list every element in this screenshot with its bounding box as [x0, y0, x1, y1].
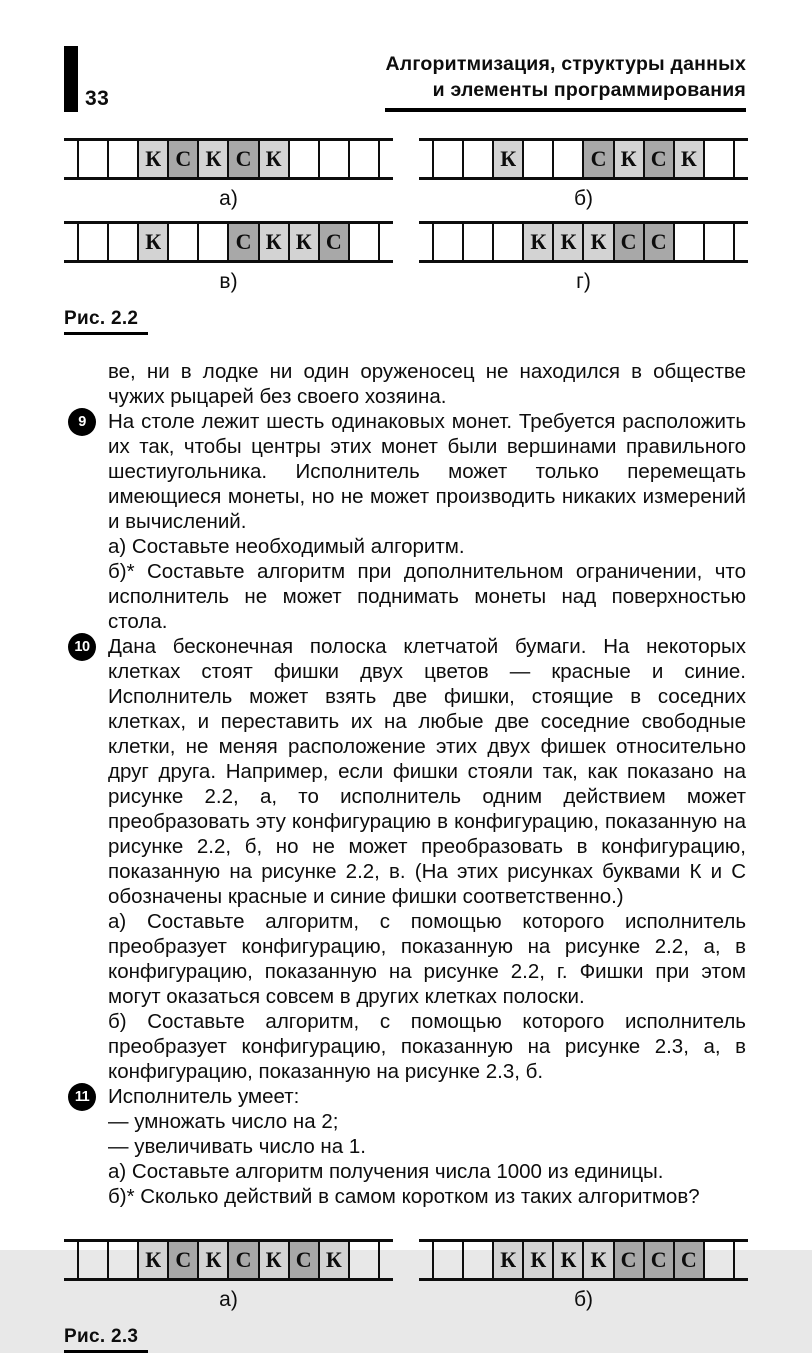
tape-cell-empty	[552, 141, 582, 177]
tape-cell-red-chip: К	[582, 224, 612, 260]
strip-label-2-2-a: а)	[219, 187, 238, 210]
problem-11-bullet-2: — увеличивать число на 1.	[108, 1135, 366, 1158]
tape-2-2-g	[419, 221, 748, 263]
figure-2-3	[64, 1239, 748, 1353]
tape-cell-red-chip: К	[613, 141, 643, 177]
problem-10-number-badge: 10	[68, 633, 96, 661]
tape-cell-blue-chip: С	[227, 224, 257, 260]
tape-cell-blue-chip: С	[167, 141, 197, 177]
tape-cell-blue-chip: С	[318, 224, 348, 260]
tape-2-2-v	[64, 221, 393, 263]
tape-strip-2-2-b	[419, 138, 748, 211]
tape-cell-blue-chip: С	[227, 141, 257, 177]
tape-cell-red-chip: К	[258, 141, 288, 177]
chapter-title-line2: и элементы программирования	[432, 79, 746, 101]
tape-cell-red-chip: К	[522, 224, 552, 260]
strip-label-2-2-b: б)	[573, 187, 594, 210]
tape-cell-blue-chip: С	[613, 224, 643, 260]
tape-cell-empty	[348, 1242, 380, 1278]
tape-cell-empty	[318, 141, 348, 177]
tape-cell-blue-chip: С	[582, 141, 612, 177]
problem-9-subitem-a: а) Составьте необходимый алгоритм.	[108, 535, 465, 558]
tape-cell-empty	[673, 224, 703, 260]
tape-cell-empty	[348, 224, 380, 260]
tape-cell-empty	[348, 141, 380, 177]
tape-cell-blue-chip: С	[167, 1242, 197, 1278]
tape-strip-2-2-v	[64, 221, 393, 294]
tape-cell-red-chip: К	[137, 1242, 167, 1278]
tape-cell-blue-chip: С	[613, 1242, 643, 1278]
tape-cell-empty	[107, 141, 137, 177]
problem-9-text: На столе лежит шесть одинаковых монет. Требуется расположить их так, чтобы центры этих монет были вершинами правильного шестиугольника. Исполнитель может только перемещать имеющиеся монеты, но не может производить никаких измерений и вычислений.	[108, 410, 746, 533]
tape-2-3-a	[64, 1239, 393, 1281]
tape-cell-red-chip: К	[492, 141, 522, 177]
margin-bar	[64, 46, 78, 112]
tape-cell-blue-chip: С	[288, 1242, 318, 1278]
problem-10	[74, 634, 746, 1084]
tape-cell-empty	[167, 224, 197, 260]
problem-11-number-badge: 11	[68, 1083, 96, 1111]
tape-cell-empty	[107, 1242, 137, 1278]
tape-strip-2-3-b	[419, 1239, 748, 1312]
tape-cell-red-chip: К	[137, 224, 167, 260]
figure-2-2-caption: Рис. 2.2	[64, 308, 148, 335]
tape-cell-red-chip: К	[582, 1242, 612, 1278]
strip-label-2-2-g: г)	[576, 270, 591, 293]
figure-2-3-row-1	[64, 1239, 748, 1312]
figure-2-2-row-2	[64, 221, 748, 294]
body-text	[74, 359, 746, 1209]
tape-2-2-b	[419, 138, 748, 180]
tape-cell-red-chip: К	[522, 1242, 552, 1278]
problem-10-subitem-b: б) Составьте алгоритм, с помощью которого исполнитель преобразует конфигурацию, показанную на рисунке 2.3, а, в конфигурацию, показанную на рисунке 2.3, б.	[108, 1010, 746, 1083]
problem-11-text: Исполнитель умеет:	[108, 1085, 300, 1108]
figure-2-2-row-1	[64, 138, 748, 211]
strip-label-2-3-b: б)	[573, 1288, 594, 1311]
problem-11	[74, 1084, 746, 1209]
tape-cell-red-chip: К	[673, 141, 703, 177]
strip-label-2-3-a: а)	[219, 1288, 238, 1311]
tape-cell-empty	[432, 1242, 462, 1278]
tape-cell-empty	[462, 1242, 492, 1278]
page-number-area	[64, 46, 109, 112]
tape-cell-red-chip: К	[197, 141, 227, 177]
tape-cell-empty	[522, 141, 552, 177]
tape-cell-red-chip: К	[197, 1242, 227, 1278]
tape-2-2-a	[64, 138, 393, 180]
tape-cell-empty	[77, 1242, 107, 1278]
problem-11-subitem-b: б)* Сколько действий в самом коротком из таких алгоритмов?	[108, 1185, 700, 1208]
tape-cell-red-chip: К	[288, 224, 318, 260]
tape-cell-blue-chip: С	[227, 1242, 257, 1278]
tape-cell-empty	[77, 141, 107, 177]
tape-cell-empty	[462, 141, 492, 177]
problem-9-subitem-b: б)* Составьте алгоритм при дополнительном ограничении, что исполнитель не может поднимать монеты над поверхностью стола.	[108, 560, 746, 633]
tape-cell-red-chip: К	[258, 1242, 288, 1278]
page-header	[64, 46, 746, 112]
strip-label-2-2-v: в)	[219, 270, 238, 293]
tape-strip-2-2-a	[64, 138, 393, 211]
problem-10-subitem-a: а) Составьте алгоритм, с помощью которого исполнитель преобразует конфигурацию, показанную на рисунке 2.2, а, в конфигурацию, показанную на рисунке 2.2, г. Фишки при этом могут оказаться совсем в других клетках полоски.	[108, 910, 746, 1008]
tape-cell-empty	[77, 224, 107, 260]
tape-cell-blue-chip: С	[643, 141, 673, 177]
tape-cell-red-chip: К	[137, 141, 167, 177]
tape-cell-blue-chip: С	[643, 1242, 673, 1278]
figure-2-2	[64, 138, 748, 335]
tape-cell-empty	[703, 1242, 735, 1278]
tape-cell-empty	[703, 224, 735, 260]
tape-strip-2-3-a	[64, 1239, 393, 1312]
figure-2-3-caption: Рис. 2.3	[64, 1326, 148, 1353]
tape-cell-empty	[703, 141, 735, 177]
tape-cell-red-chip: К	[552, 224, 582, 260]
tape-cell-blue-chip: С	[643, 224, 673, 260]
problem-11-bullet-1: — умножать число на 2;	[108, 1110, 339, 1133]
problem-9	[78, 409, 746, 634]
problem-9-number-badge: 9	[68, 408, 96, 436]
tape-cell-red-chip: К	[318, 1242, 348, 1278]
tape-cell-empty	[107, 224, 137, 260]
tape-2-3-b	[419, 1239, 748, 1281]
tape-cell-red-chip: К	[492, 1242, 522, 1278]
tape-cell-blue-chip: С	[673, 1242, 703, 1278]
tape-cell-red-chip: К	[258, 224, 288, 260]
tape-cell-red-chip: К	[552, 1242, 582, 1278]
tape-cell-empty	[462, 224, 492, 260]
intro-continuation-paragraph: ве, ни в лодке ни один оруженосец не находился в обществе чужих рыцарей без своего хозяина.	[108, 360, 746, 408]
tape-strip-2-2-g	[419, 221, 748, 294]
tape-cell-empty	[197, 224, 227, 260]
page-number: 33	[85, 87, 110, 110]
tape-cell-empty	[288, 141, 318, 177]
problem-11-subitem-a: а) Составьте алгоритм получения числа 1000 из единицы.	[108, 1160, 664, 1183]
chapter-title	[385, 51, 746, 112]
tape-cell-empty	[432, 141, 462, 177]
tape-cell-empty	[492, 224, 522, 260]
chapter-title-line1: Алгоритмизация, структуры данных	[385, 53, 746, 75]
problem-10-text: Дана бесконечная полоска клетчатой бумаги. На некоторых клетках стоят фишки двух цветов — красные и синие. Исполнитель может взять две фишки, стоящие в соседних клетках, и переставить их на любые две соседние свободные клетки, не меняя расположение этих двух фишек относительно друг друга. Например, если фишки стояли так, как показано на рисунке 2.2, а, то исполнитель одним действием может преобразовать эту конфигурацию в конфигурацию, показанную на рисунке 2.2, б, но не может преобразовать в конфигурацию, показанную на рисунке 2.2, в. (На этих рисунках буквами К и С обозначены красные и синие фишки соответственно.)	[108, 635, 746, 908]
tape-cell-empty	[432, 224, 462, 260]
